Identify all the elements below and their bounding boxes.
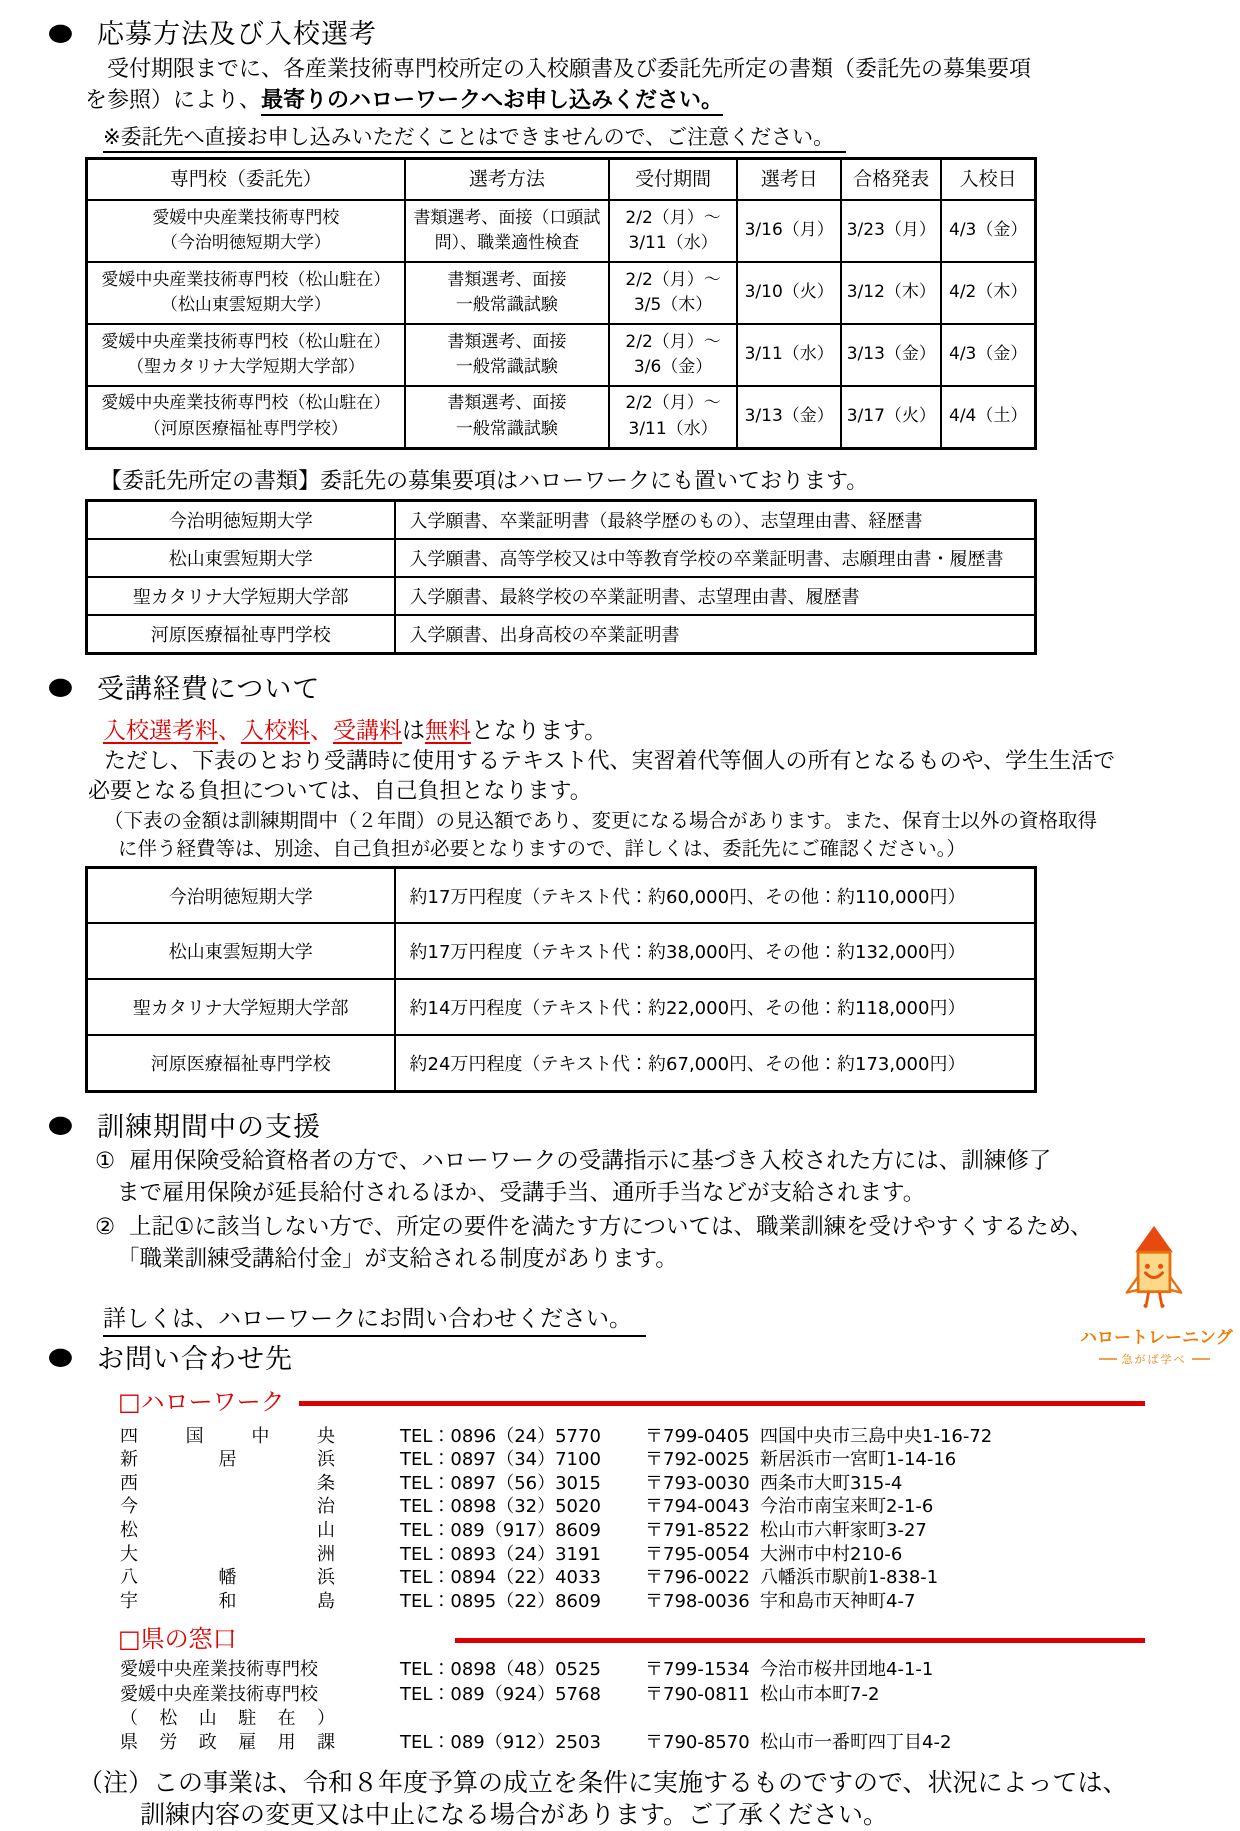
dash-icon xyxy=(1099,1358,1117,1360)
header-period: 受付期間 xyxy=(609,158,737,200)
cell-docs: 入学願書、卒業証明書（最終学歴のもの）、志望理由書、経歴書 xyxy=(395,500,1036,539)
bullet-icon: ● xyxy=(47,672,74,701)
cell-cost: 約24万円程度（テキスト代：約67,000円、その他：約173,000円） xyxy=(395,1035,1036,1091)
cell-exam-date: 3/11（水） xyxy=(737,324,841,386)
pref-label: □県の窓口 xyxy=(118,1625,237,1654)
hello-training-logo xyxy=(1080,1224,1233,1367)
cell-method: 書類選考、面接 一般常識試験 xyxy=(405,386,609,448)
pref-office-row: 県労政雇用課 TEL：089（912）2503 〒790-8570 松山市一番町四丁目4-2 xyxy=(120,1732,952,1754)
cell-docs: 入学願書、最終学校の卒業証明書、志望理由書、履歴書 xyxy=(395,577,1036,615)
cell-result-date: 3/13（金） xyxy=(841,324,941,386)
selection-table-row xyxy=(87,262,1036,324)
cost-note-text: （下表の金額は訓練期間中（２年間）の見込額であり、変更になる場合があります。また、保育士以外の資格取得 に伴う経費等は、別途、自己負担が必要となりますので、詳しくは、委託先にご確認ください。） xyxy=(104,809,1097,860)
cell-exam-date: 3/16（月） xyxy=(737,200,841,262)
fee-term: 入校選考料 xyxy=(103,717,218,744)
section-apply-heading xyxy=(0,12,1240,51)
section-support-heading xyxy=(0,1105,1240,1144)
apply-intro-line1: 受付期限までに、各産業技術専門校所定の入校願書及び委託先所定の書類（委託先の募集要項 xyxy=(107,57,1032,82)
cell-period: 2/2（月）～ 3/11（水） xyxy=(609,386,737,448)
circled-2-icon: ② xyxy=(95,1213,116,1240)
apply-intro xyxy=(85,55,1175,117)
cell-school: 今治明徳短期大学 xyxy=(87,500,395,539)
cost-body-text: ただし、下表のとおり受講時に使用するテキスト代、実習着代等個人の所有となるものや、学生生活で 必要となる負担については、自己負担となります。 xyxy=(88,748,1116,804)
section-apply-title: 応募方法及び入校選考 xyxy=(96,19,377,50)
red-divider-line xyxy=(299,1401,1145,1406)
fee-term: 入校料 xyxy=(241,717,310,744)
selection-table-header-row xyxy=(87,158,1036,200)
office-row: 今治 TEL：0898（32）5020 〒794-0043 今治市南宝来町2-1-6 xyxy=(120,1496,934,1518)
apply-intro-line2 xyxy=(85,86,1175,117)
header-exam-date: 選考日 xyxy=(737,158,841,200)
dash-icon xyxy=(1192,1358,1210,1360)
free-word: 無料 xyxy=(425,717,471,744)
cell-entry-date: 4/2（木） xyxy=(941,262,1035,324)
cell-school: 愛媛中央産業技術専門校（松山駐在） （松山東雲短期大学） xyxy=(87,262,405,324)
cell-entry-date: 4/3（金） xyxy=(941,324,1035,386)
page xyxy=(0,12,1240,1830)
selection-table-row xyxy=(87,386,1036,448)
office-row: 西条 TEL：0897（56）3015 〒793-0030 西条市大町315-4 xyxy=(120,1472,903,1494)
cell-cost: 約14万円程度（テキスト代：約22,000円、その他：約118,000円） xyxy=(395,979,1036,1035)
apply-caution: ※委託先へ直接お申し込みいただくことはできませんので、ご注意ください。 xyxy=(103,121,1240,151)
cell-period: 2/2（月）～ 3/6（金） xyxy=(609,324,737,386)
office-row: 四国中央 TEL：0896（24）5770 〒799-0405 四国中央市三島中央1-16-72 xyxy=(120,1425,993,1447)
cell-school: 愛媛中央産業技術専門校（松山駐在） （河原医療福祉専門学校） xyxy=(87,386,405,448)
cell-method: 書類選考、面接（口頭試 問）、職業適性検査 xyxy=(405,200,609,262)
cell-docs: 入学願書、高等学校又は中等教育学校の卒業証明書、志願理由書・履歴書 xyxy=(395,539,1036,577)
cell-school: 愛媛中央産業技術専門校（松山駐在） （聖カタリナ大学短期大学部） xyxy=(87,324,405,386)
cell-method: 書類選考、面接 一般常識試験 xyxy=(405,262,609,324)
cell-period: 2/2（月）～ 3/11（水） xyxy=(609,200,737,262)
section-contact-heading xyxy=(0,1337,1240,1376)
pref-office-row: 愛媛中央産業技術専門校 （松山駐在） TEL：089（924）5768 〒790-0811 松山市本町7-2 xyxy=(120,1683,880,1729)
cell-result-date: 3/17（火） xyxy=(841,386,941,448)
cell-exam-date: 3/13（金） xyxy=(737,386,841,448)
fee-term: 受講料 xyxy=(333,717,402,744)
cost-table xyxy=(85,866,1037,1093)
selection-table xyxy=(85,157,1037,450)
section-cost-title: 受講経費について xyxy=(96,673,321,705)
docs-table-row xyxy=(87,615,1036,654)
support-item-1: ① 雇用保険受給資格者の方で、ハローワークの受講指示に基づき入校された方には、訓練修了 まで雇用保険が延長給付されるほか、受講手当、通所手当などが支給されます。 xyxy=(95,1147,1052,1206)
cell-entry-date: 4/3（金） xyxy=(941,200,1035,262)
bullet-icon: ● xyxy=(47,1110,74,1139)
cost-table-row xyxy=(87,1035,1036,1091)
logo-slogan: 急がば学べ xyxy=(1080,1351,1228,1367)
hellowork-label-row xyxy=(118,1382,1240,1417)
header-school: 専門校（委託先） xyxy=(87,158,405,200)
docs-table-row xyxy=(87,500,1036,539)
cell-result-date: 3/23（月） xyxy=(841,200,941,262)
cell-entry-date: 4/4（土） xyxy=(941,386,1035,448)
apply-intro-emphasis: 最寄りのハローワークへお申し込みください。 xyxy=(261,88,723,116)
office-row: 大洲 TEL：0893（24）3191 〒795-0054 大洲市中村210-6 xyxy=(120,1543,903,1565)
cell-period: 2/2（月）～ 3/5（木） xyxy=(609,262,737,324)
rocket-mascot-icon xyxy=(1105,1224,1203,1318)
logo-name: ハロートレーニング xyxy=(1080,1328,1233,1348)
section-cost-heading xyxy=(0,667,1240,706)
docs-table-caption: 【委託先所定の書類】委託先の募集要項はハローワークにも置いております。 xyxy=(100,468,869,494)
fees-free-statement: 入校選考料、入校料、受講料は無料となります。 xyxy=(103,717,608,744)
cell-school: 聖カタリナ大学短期大学部 xyxy=(87,979,395,1035)
docs-table xyxy=(85,499,1037,655)
cell-cost: 約17万円程度（テキスト代：約60,000円、その他：約110,000円） xyxy=(395,867,1036,923)
selection-table-row xyxy=(87,200,1036,262)
cell-school: 河原医療福祉専門学校 xyxy=(87,615,395,654)
cell-school: 河原医療福祉専門学校 xyxy=(87,1035,395,1091)
red-divider-line xyxy=(455,1638,1145,1643)
hellowork-office-list xyxy=(0,1425,1240,1614)
cost-table-row xyxy=(87,923,1036,979)
apply-intro-line2-normal: を参照）により、 xyxy=(85,87,262,113)
header-entry-date: 入校日 xyxy=(941,158,1035,200)
pref-office-list xyxy=(0,1658,1240,1755)
cell-school: 松山東雲短期大学 xyxy=(87,539,395,577)
more-info-line: 詳しくは、ハローワークにお問い合わせください。 xyxy=(103,1300,1240,1333)
office-row: 宇和島 TEL：0895（22）8609 〒798-0036 宇和島市天神町4-7 xyxy=(120,1590,916,1612)
docs-table-row xyxy=(87,577,1036,615)
cell-exam-date: 3/10（火） xyxy=(737,262,841,324)
docs-table-row xyxy=(87,539,1036,577)
footer-note: （注）この事業は、令和８年度予算の成立を条件に実施するものですので、状況によっては、 訓練内容の変更又は中止になる場合があります。ご了承ください。 xyxy=(78,1768,1128,1830)
office-row: 新居浜 TEL：0897（34）7100 〒792-0025 新居浜市一宮町1-14-16 xyxy=(120,1449,957,1471)
cost-table-row xyxy=(87,867,1036,923)
office-row: 八幡浜 TEL：0894（22）4033 〒796-0022 八幡浜市駅前1-838-1 xyxy=(120,1567,939,1589)
pref-office-row: 愛媛中央産業技術専門校 TEL：0898（48）0525 〒799-1534 今治市桜井団地4-1-1 xyxy=(120,1659,934,1681)
header-result-date: 合格発表 xyxy=(841,158,941,200)
section-support-title: 訓練期間中の支援 xyxy=(96,1111,321,1143)
support-item-2: ② 上記①に該当しない方で、所定の要件を満たす方については、職業訓練を受けやすくするため、 「職業訓練受講給付金」が支給される制度があります。 xyxy=(95,1213,1093,1272)
cell-method: 書類選考、面接 一般常識試験 xyxy=(405,324,609,386)
cost-table-row xyxy=(87,979,1036,1035)
bullet-icon: ● xyxy=(47,17,74,46)
cell-school: 愛媛中央産業技術専門校 （今治明徳短期大学） xyxy=(87,200,405,262)
office-row: 松山 TEL：089（917）8609 〒791-8522 松山市六軒家町3-27 xyxy=(120,1519,927,1541)
cell-school: 聖カタリナ大学短期大学部 xyxy=(87,577,395,615)
cell-result-date: 3/12（木） xyxy=(841,262,941,324)
selection-table-row xyxy=(87,324,1036,386)
bullet-icon: ● xyxy=(47,1342,74,1371)
circled-1-icon: ① xyxy=(95,1147,116,1174)
section-contact-title: お問い合わせ先 xyxy=(96,1343,293,1375)
cell-school: 松山東雲短期大学 xyxy=(87,923,395,979)
cell-school: 今治明徳短期大学 xyxy=(87,867,395,923)
pref-label-row xyxy=(118,1619,1240,1654)
hellowork-label: □ハローワーク xyxy=(118,1387,285,1416)
cell-cost: 約17万円程度（テキスト代：約38,000円、その他：約132,000円） xyxy=(395,923,1036,979)
cell-docs: 入学願書、出身高校の卒業証明書 xyxy=(395,615,1036,654)
header-method: 選考方法 xyxy=(405,158,609,200)
